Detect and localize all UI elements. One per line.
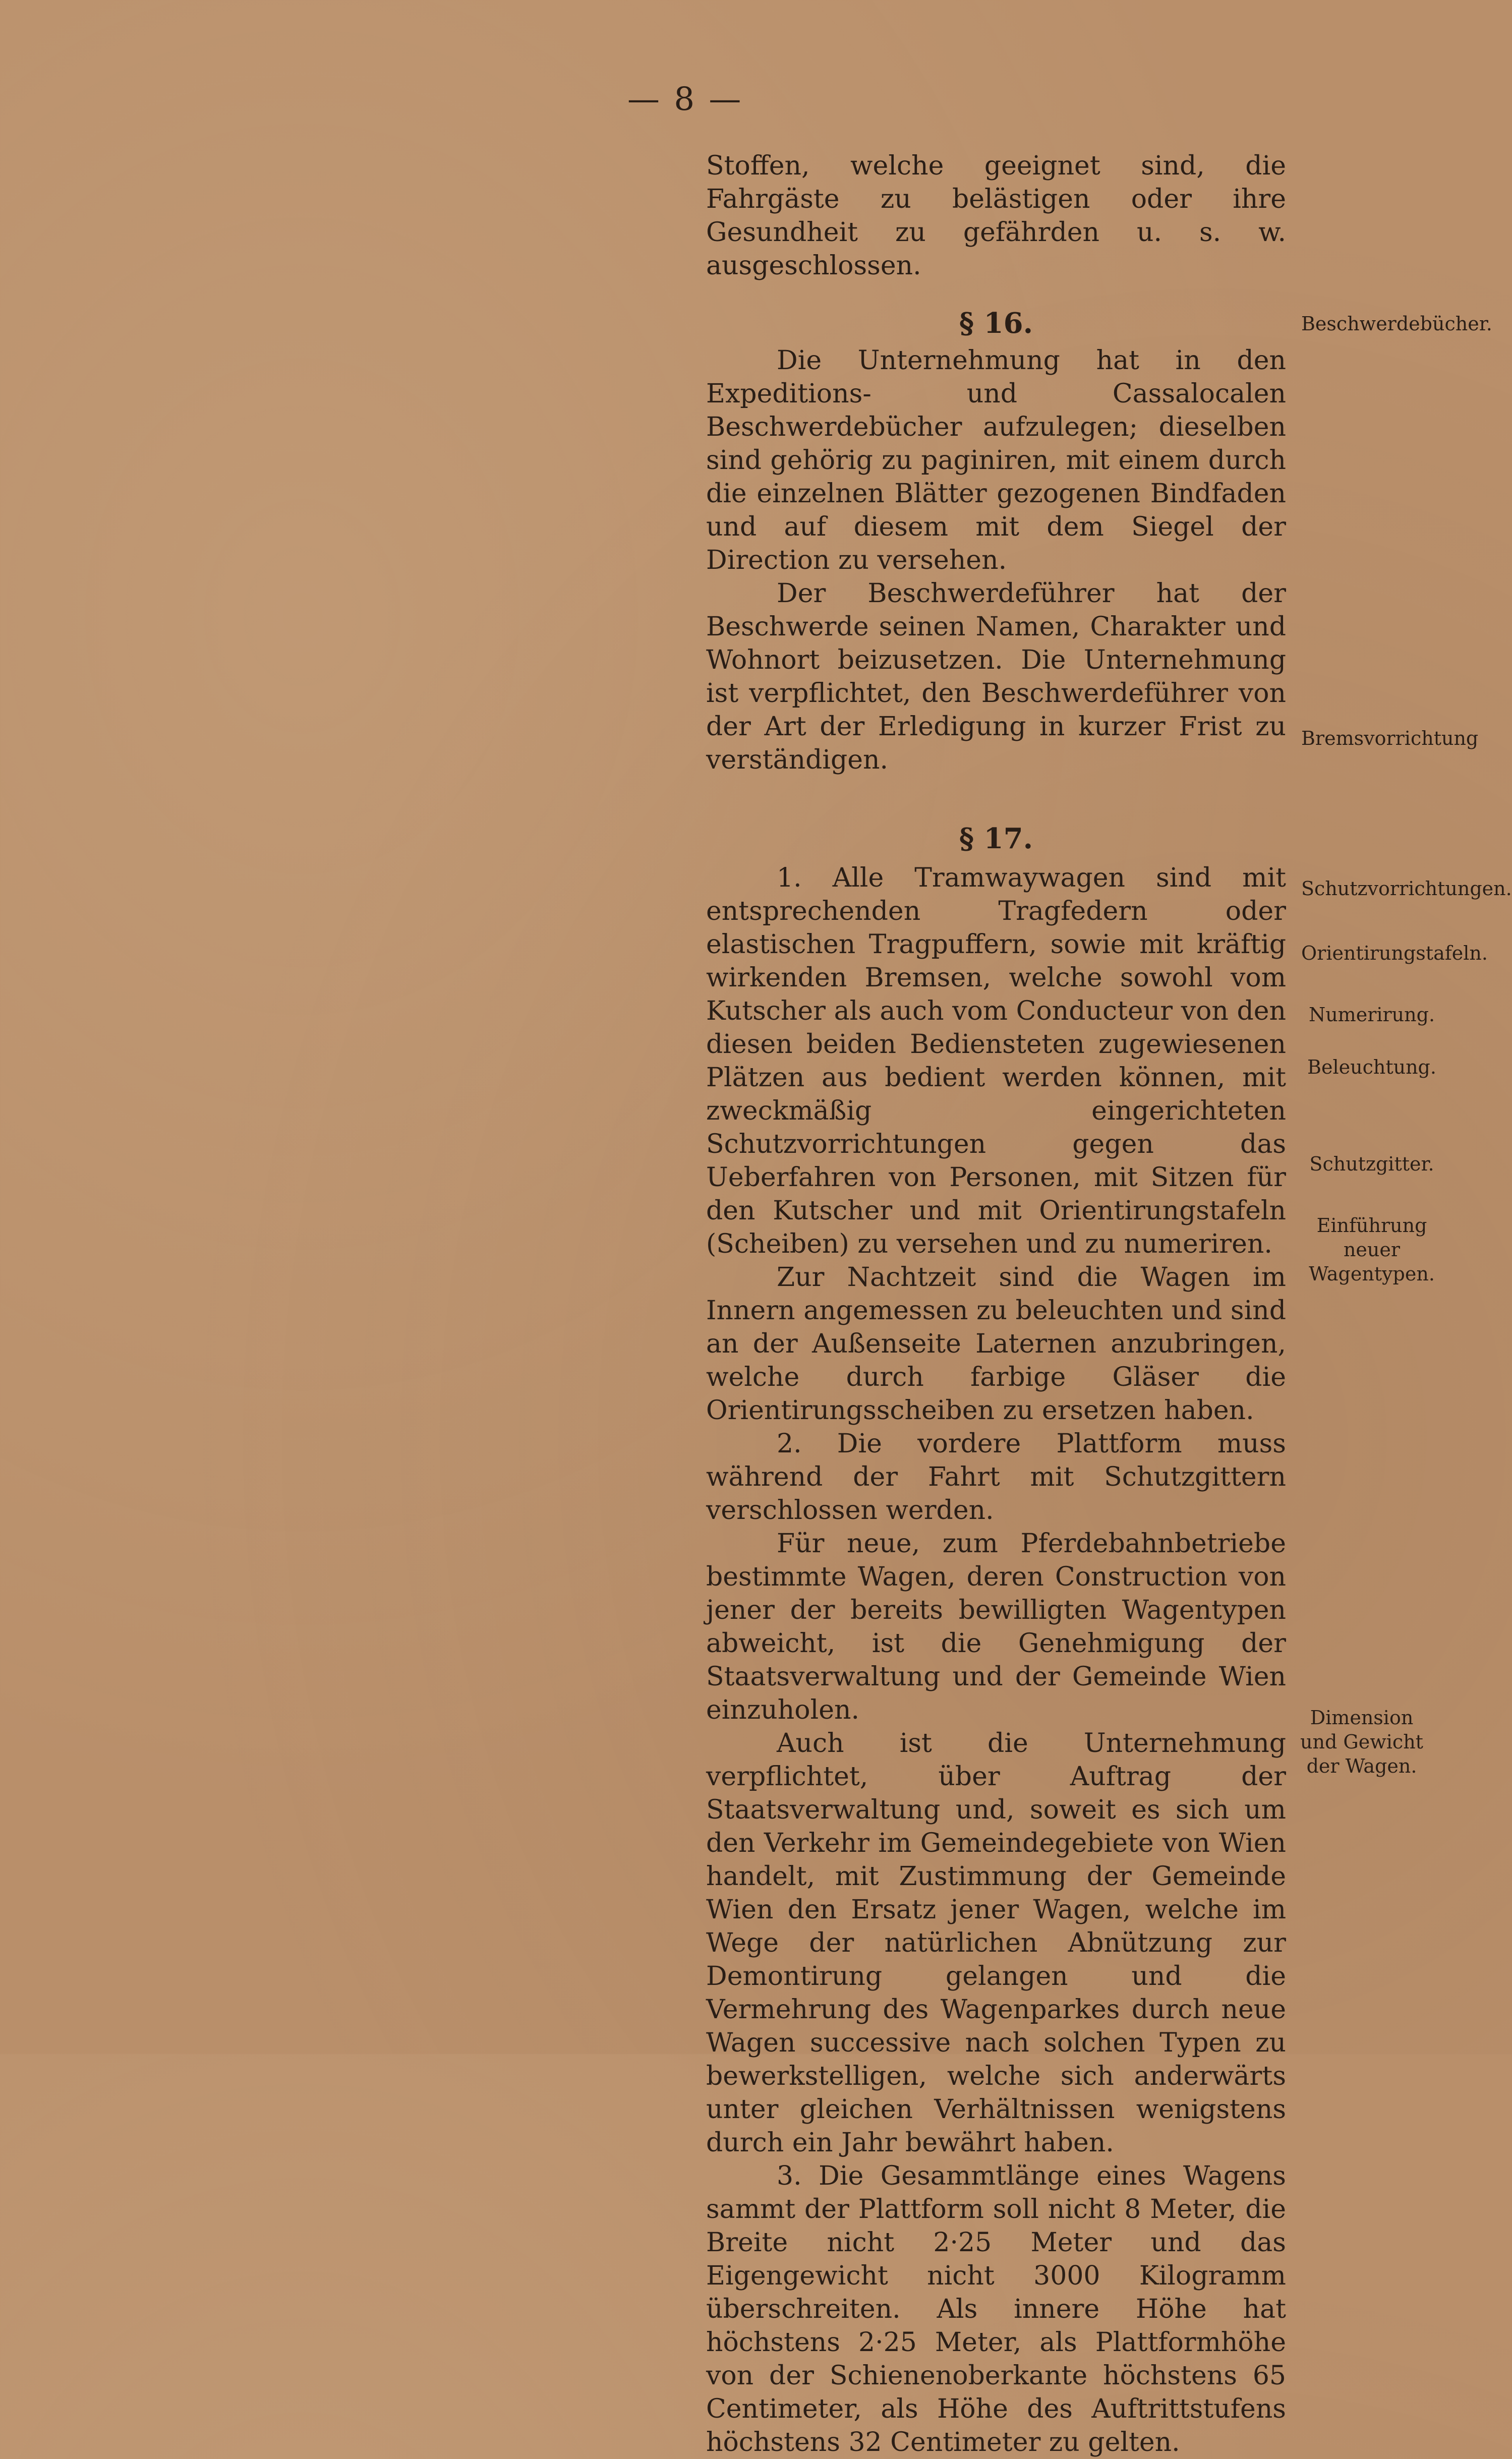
margin-note-beschwerdebuecher: Beschwerdebücher. xyxy=(1301,313,1492,335)
margin-note-orientirungstafeln: Orientirungstafeln. xyxy=(1301,942,1488,964)
page-number: — 8 — xyxy=(627,81,743,118)
margin-note-bremsvorrichtung: Bremsvorrichtung xyxy=(1301,727,1479,749)
section-17-paragraph: Für neue, zum Pferdebahnbetriebe bestimmte Wagen, deren Construction von jener der bereits bewilligten Wagentypen abweicht, ist die Genehmigung der Staatsverwaltung und der Gemeinde Wien einzuholen. xyxy=(706,1529,1286,1725)
section-17-paragraph: Auch ist die Unternehmung verpflichtet, über Auftrag der Staatsverwaltung und, soweit es sich um den Verkehr im Gemeindegebiete von Wien handelt, mit Zustimmung der Gemeinde Wien den Ersatz jener Wagen, welche im Wege der natürlichen Abnützung zur Demontirung gelangen und die Vermehrung des Wagenparkes durch neue Wagen successive nach solchen Typen zu bewerkstelligen, welche sich anderwärts unter gleichen Verhältnissen wenigstens durch ein Jahr bewährt haben. xyxy=(706,1728,1286,2158)
margin-note-dimension: Dimension und Gewicht der Wagen. xyxy=(1300,1707,1423,1777)
section-17-paragraph: 2. Die vordere Plattform muss während der Fahrt mit Schutzgittern verschlossen werden. xyxy=(706,1429,1286,1526)
margin-note-einfuehrung: Einführung neuer Wagentypen. xyxy=(1309,1214,1435,1285)
margin-note-beleuchtung: Beleuchtung. xyxy=(1307,1056,1436,1078)
section-17-paragraph: Zur Nachtzeit sind die Wagen im Innern angemessen zu beleuchten und sind an der Außenseite Laternen anzubringen, welche durch farbige Gläser die Orientirungsscheiben zu ersetzen haben. xyxy=(706,1262,1286,1426)
intro-paragraph: Stoffen, welche geeignet sind, die Fahrgäste zu belästigen oder ihre Gesundheit zu gefährden u. s. w. ausgeschlossen. xyxy=(706,151,1286,281)
margin-note-numerirung: Numerirung. xyxy=(1308,1004,1435,1026)
margin-note-schutzvorrichtungen: Schutzvorrichtungen. xyxy=(1301,877,1512,900)
section-16-heading: § 16. xyxy=(959,307,1033,340)
section-16-paragraph: Die Unternehmung hat in den Expeditions- und Cassalocalen Beschwerdebücher aufzulegen; dieselben sind gehörig zu paginiren, mit einem durch die einzelnen Blätter gezogenen Bindfaden und auf diesem mit dem Siegel der Direction zu versehen. xyxy=(706,345,1286,575)
margin-note-schutzgitter: Schutzgitter. xyxy=(1309,1153,1434,1175)
section-17-heading: § 17. xyxy=(959,822,1033,855)
section-17-paragraph: 1. Alle Tramwaywagen sind mit entsprechenden Tragfedern oder elastischen Tragpuffern, sowie mit kräftig wirkenden Bremsen, welche sowohl vom Kutscher als auch vom Conducteur von den diesen beiden Bediensteten zugewiesenen Plätzen aus bedient werden können, mit zweckmäßig eingerichteten Schutzvorrichtungen gegen das Ueberfahren von Personen, mit Sitzen für den Kutscher und mit Orientirungstafeln (Scheiben) zu versehen und zu numeriren. xyxy=(706,863,1286,1259)
main-text-column xyxy=(706,149,1286,2459)
section-17-paragraph: 3. Die Gesammtlänge eines Wagens sammt der Plattform soll nicht 8 Meter, die Breite nicht 2·25 Meter und das Eigengewicht nicht 3000 Kilogramm überschreiten. Als innere Höhe hat höchstens 2·25 Meter, als Plattformhöhe von der Schienenoberkante höchstens 65 Centimeter, als Höhe des Auftrittstufens höchstens 32 Centimeter zu gelten. xyxy=(706,2161,1286,2457)
section-16-paragraph: Der Beschwerdeführer hat der Beschwerde seinen Namen, Charakter und Wohnort beizusetzen. Die Unternehmung ist verpflichtet, den Beschwerdeführer von der Art der Erledigung in kurzer Frist zu verständigen. xyxy=(706,578,1286,775)
